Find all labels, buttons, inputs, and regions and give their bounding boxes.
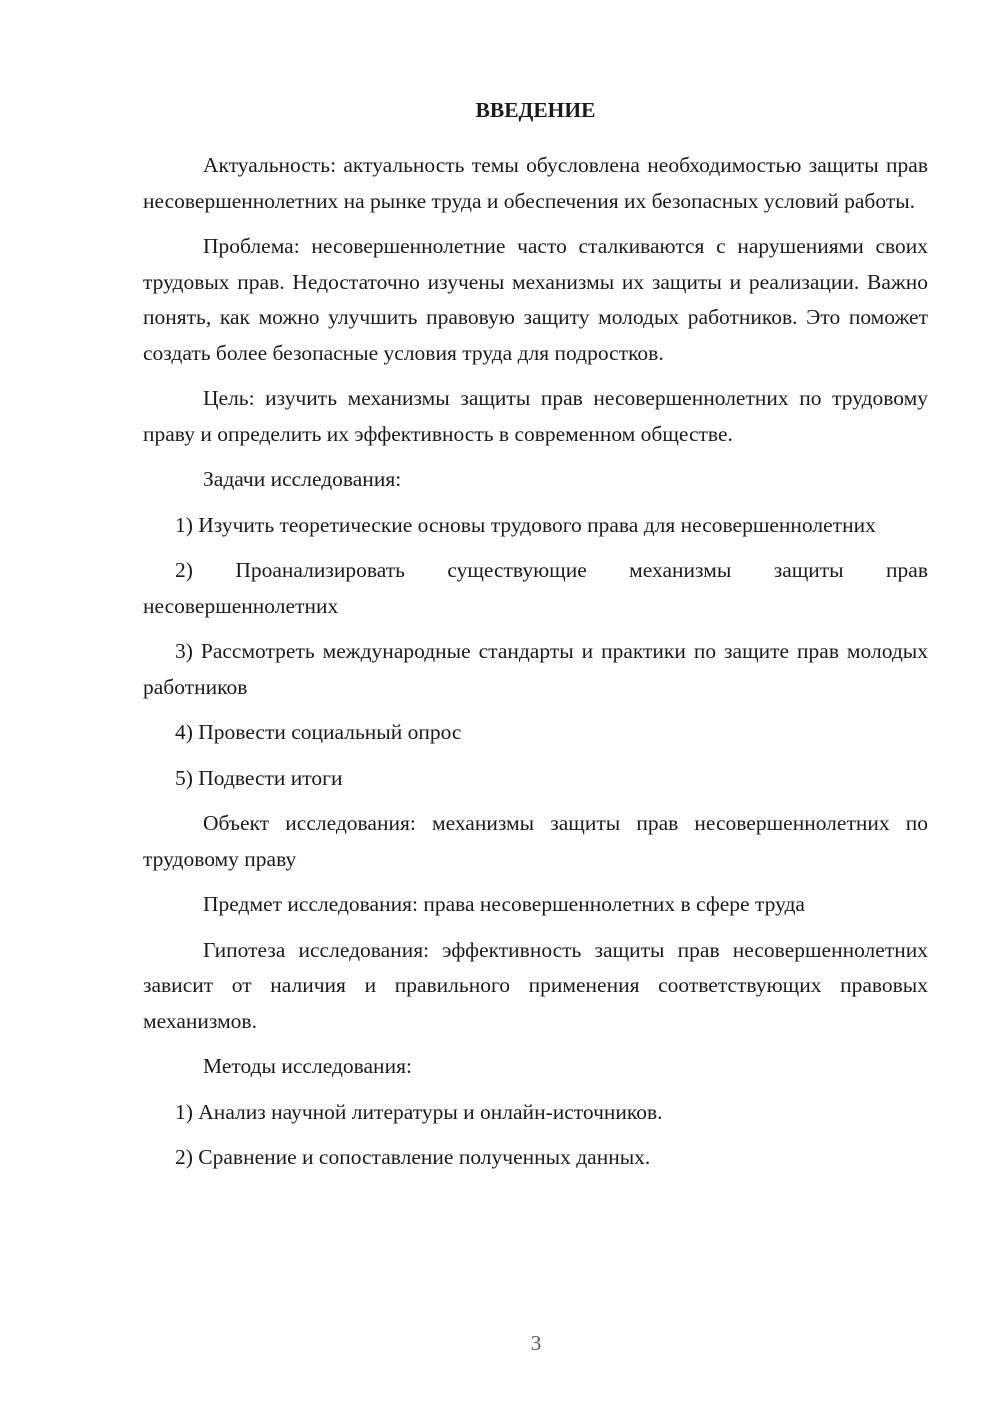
document-page — [143, 92, 928, 1186]
method-item: 2) Сравнение и сопоставление полученных данных. — [175, 1145, 651, 1169]
task-item: 5) Подвести итоги — [175, 765, 343, 790]
object-paragraph: Объект исследования: механизмы защиты прав несовершеннолетних по трудовому праву — [143, 811, 928, 871]
tasks-heading: Задачи исследования: — [203, 467, 402, 491]
methods-heading: Методы исследования: — [203, 1054, 412, 1078]
task-item: 1) Изучить теоретические основы трудового права для несовершеннолетних — [175, 512, 876, 537]
problem-paragraph: Проблема: несовершеннолетние часто сталкиваются с нарушениями своих трудовых прав. Недостаточно изучены механизмы их защиты и реализации. Важно понять, как можно улучшить правовую защиту молодых работников. Это поможет создать более безопасные условия труда для подростков. — [143, 234, 928, 365]
task-item: 3) Рассмотреть международные стандарты и практики по защите прав молодых работников — [143, 639, 928, 699]
relevance-paragraph: Актуальность: актуальность темы обусловлена необходимостью защиты прав несовершеннолетних на рынке труда и обеспечения их безопасных условий работы. — [143, 153, 928, 213]
hypothesis-paragraph: Гипотеза исследования: эффективность защиты прав несовершеннолетних зависит от наличия и правильного применения соответствующих правовых механизмов. — [143, 937, 928, 1033]
method-item: 1) Анализ научной литературы и онлайн-источников. — [175, 1099, 663, 1124]
task-item: 4) Провести социальный опрос — [175, 720, 462, 744]
task-item: 2) Проанализировать существующие механизмы защиты прав несовершеннолетних — [143, 558, 928, 618]
page-number: 3 — [530, 1331, 542, 1355]
goal-paragraph: Цель: изучить механизмы защиты прав несовершеннолетних по трудовому праву и определить их эффективность в современном обществе. — [143, 386, 928, 446]
section-title: ВВЕДЕНИЕ — [475, 98, 596, 122]
subject-paragraph: Предмет исследования: права несовершеннолетних в сфере труда — [203, 892, 805, 916]
